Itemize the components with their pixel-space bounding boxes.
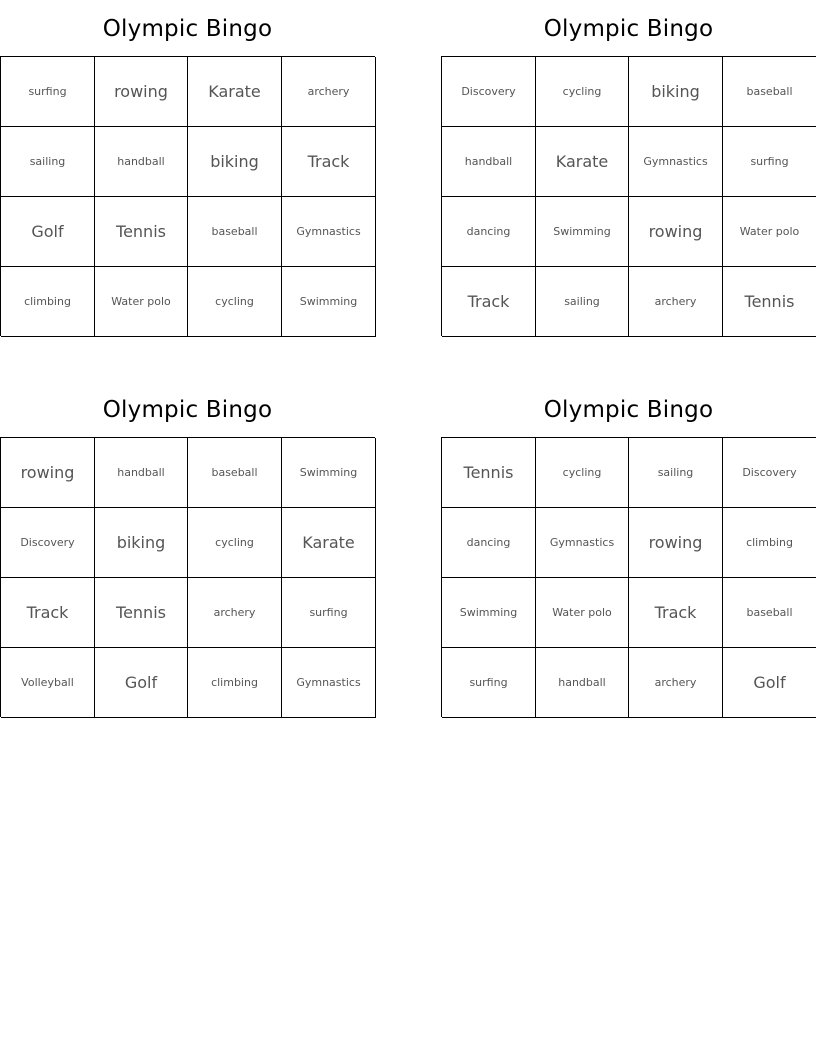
bingo-card-1 bbox=[0, 1, 375, 336]
bingo-cell: Discovery bbox=[442, 57, 536, 127]
bingo-cell: climbing bbox=[1, 267, 95, 337]
bingo-cell: Track bbox=[629, 578, 723, 648]
bingo-cell: Tennis bbox=[95, 197, 188, 267]
bingo-cell: surfing bbox=[1, 57, 95, 127]
bingo-cell: surfing bbox=[282, 578, 376, 648]
bingo-cell: cycling bbox=[536, 57, 629, 127]
bingo-cell: Tennis bbox=[723, 267, 816, 337]
bingo-cell: surfing bbox=[442, 648, 536, 718]
bingo-cell: Swimming bbox=[282, 267, 376, 337]
bingo-grid bbox=[441, 56, 816, 336]
bingo-grid bbox=[0, 56, 375, 336]
bingo-cell: archery bbox=[629, 267, 723, 337]
bingo-cell: archery bbox=[629, 648, 723, 718]
bingo-cell: Tennis bbox=[442, 438, 536, 508]
bingo-cell: Water polo bbox=[95, 267, 188, 337]
bingo-cell: archery bbox=[282, 57, 376, 127]
bingo-cell: baseball bbox=[188, 438, 282, 508]
bingo-cell: Track bbox=[282, 127, 376, 197]
bingo-cell: Karate bbox=[188, 57, 282, 127]
card-title: Olympic Bingo bbox=[543, 397, 714, 423]
bingo-cell: Golf bbox=[723, 648, 816, 718]
bingo-cell: biking bbox=[95, 508, 188, 578]
bingo-grid bbox=[441, 437, 816, 717]
bingo-cell: Discovery bbox=[723, 438, 816, 508]
bingo-cell: baseball bbox=[723, 578, 816, 648]
bingo-cell: Karate bbox=[536, 127, 629, 197]
bingo-cell: handball bbox=[95, 438, 188, 508]
bingo-cell: Karate bbox=[282, 508, 376, 578]
bingo-cell: sailing bbox=[629, 438, 723, 508]
bingo-cell: rowing bbox=[95, 57, 188, 127]
bingo-cell: handball bbox=[536, 648, 629, 718]
bingo-card-3 bbox=[0, 382, 375, 717]
bingo-cell: Golf bbox=[95, 648, 188, 718]
bingo-cell: Gymnastics bbox=[282, 197, 376, 267]
bingo-cell: Swimming bbox=[282, 438, 376, 508]
bingo-cell: climbing bbox=[723, 508, 816, 578]
bingo-cell: handball bbox=[95, 127, 188, 197]
bingo-cell: Water polo bbox=[536, 578, 629, 648]
bingo-cell: sailing bbox=[536, 267, 629, 337]
bingo-cell: Gymnastics bbox=[629, 127, 723, 197]
bingo-cell: Discovery bbox=[1, 508, 95, 578]
bingo-cell: dancing bbox=[442, 508, 536, 578]
bingo-cell: Gymnastics bbox=[282, 648, 376, 718]
bingo-cell: Track bbox=[442, 267, 536, 337]
bingo-cell: handball bbox=[442, 127, 536, 197]
bingo-cell: baseball bbox=[188, 197, 282, 267]
bingo-cell: Swimming bbox=[442, 578, 536, 648]
card-title: Olympic Bingo bbox=[102, 16, 273, 42]
bingo-card-4 bbox=[441, 382, 816, 717]
card-title: Olympic Bingo bbox=[102, 397, 273, 423]
bingo-cell: sailing bbox=[1, 127, 95, 197]
bingo-cell: biking bbox=[629, 57, 723, 127]
bingo-cell: dancing bbox=[442, 197, 536, 267]
bingo-cell: cycling bbox=[188, 508, 282, 578]
bingo-cell: Swimming bbox=[536, 197, 629, 267]
bingo-cell: Water polo bbox=[723, 197, 816, 267]
bingo-cell: surfing bbox=[723, 127, 816, 197]
bingo-cell: rowing bbox=[1, 438, 95, 508]
bingo-cell: rowing bbox=[629, 508, 723, 578]
bingo-cell: baseball bbox=[723, 57, 816, 127]
bingo-cell: Volleyball bbox=[1, 648, 95, 718]
bingo-cell: rowing bbox=[629, 197, 723, 267]
bingo-grid bbox=[0, 437, 375, 717]
bingo-cell: cycling bbox=[536, 438, 629, 508]
bingo-cell: archery bbox=[188, 578, 282, 648]
bingo-cell: Golf bbox=[1, 197, 95, 267]
bingo-cell: Gymnastics bbox=[536, 508, 629, 578]
bingo-cell: cycling bbox=[188, 267, 282, 337]
bingo-cell: climbing bbox=[188, 648, 282, 718]
card-title: Olympic Bingo bbox=[543, 16, 714, 42]
bingo-cell: Tennis bbox=[95, 578, 188, 648]
bingo-cell: biking bbox=[188, 127, 282, 197]
bingo-cell: Track bbox=[1, 578, 95, 648]
bingo-card-2 bbox=[441, 1, 816, 336]
